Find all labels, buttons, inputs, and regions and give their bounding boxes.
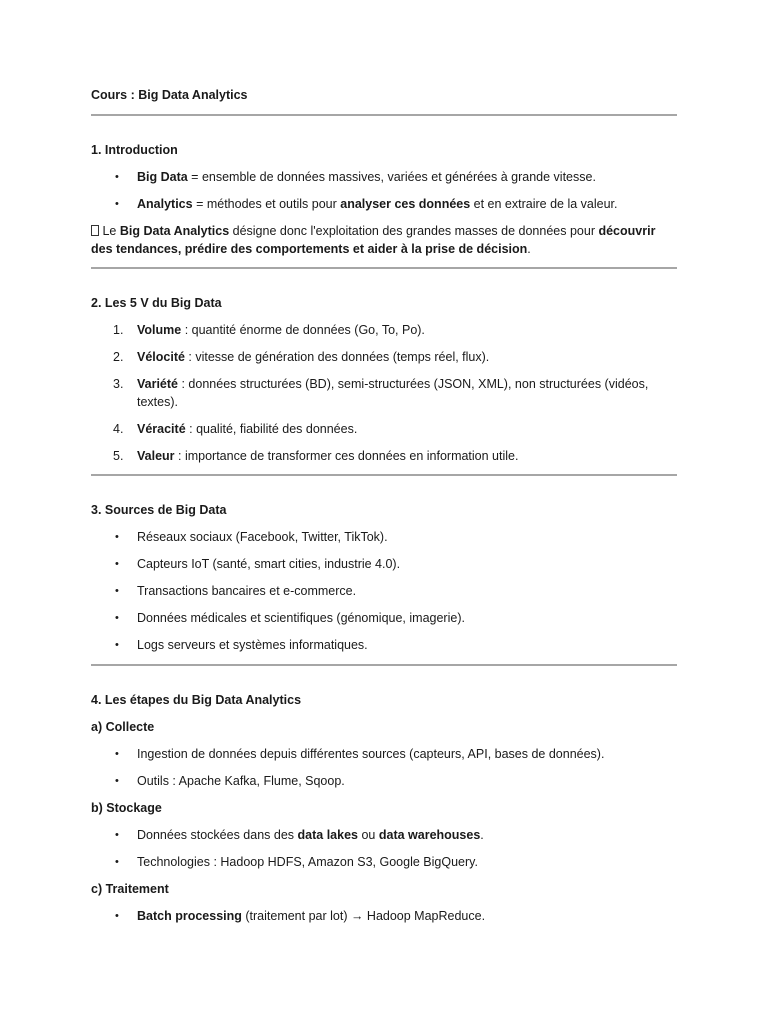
five-v-list	[91, 321, 677, 465]
section-heading-introduction: 1. Introduction	[91, 143, 178, 157]
list-item: • Réseaux sociaux (Facebook, Twitter, TikTok).	[115, 530, 388, 544]
list-item: • Données stockées dans des data lakes ou data warehouses.	[115, 828, 484, 842]
subsection-heading-stockage: b) Stockage	[91, 801, 162, 815]
bullet-icon: •	[115, 775, 119, 787]
introduction-list	[91, 168, 677, 213]
list-item: • Données médicales et scientifiques (génomique, imagerie).	[115, 611, 465, 625]
section-heading-five-v: 2. Les 5 V du Big Data	[91, 296, 222, 310]
list-item: 4. Véracité : qualité, fiabilité des données.	[113, 422, 358, 436]
list-item: • Technologies : Hadoop HDFS, Amazon S3, Google BigQuery.	[115, 855, 478, 869]
bullet-icon: •	[115, 829, 119, 841]
list-item: • Analytics = méthodes et outils pour analyser ces données et en extraire de la valeur.	[115, 197, 618, 211]
list-item: • Transactions bancaires et e-commerce.	[115, 584, 357, 598]
bullet-icon: •	[115, 531, 119, 543]
bullet-icon: •	[115, 910, 119, 922]
list-number: 5.	[113, 449, 124, 463]
document-body	[91, 86, 677, 925]
list-item: • Outils : Apache Kafka, Flume, Sqoop.	[115, 774, 345, 788]
list-item: 1. Volume : quantité énorme de données (Go, To, Po).	[113, 323, 425, 337]
bullet-icon: •	[115, 198, 119, 210]
list-item: • Logs serveurs et systèmes informatiques.	[115, 638, 368, 652]
bullet-icon: •	[115, 639, 119, 651]
list-item: • Ingestion de données depuis différentes sources (capteurs, API, bases de données).	[115, 747, 605, 761]
list-number: 2.	[113, 350, 124, 364]
list-item: 5. Valeur : importance de transformer ces données en information utile.	[113, 449, 519, 463]
list-item: • Batch processing (traitement par lot) → Hadoop MapReduce.	[115, 909, 486, 923]
section-heading-sources: 3. Sources de Big Data	[91, 503, 227, 517]
list-item: • Capteurs IoT (santé, smart cities, industrie 4.0).	[115, 557, 401, 571]
bullet-icon: •	[115, 585, 119, 597]
section-heading-steps: 4. Les étapes du Big Data Analytics	[91, 693, 302, 707]
list-number: 1.	[113, 323, 124, 337]
bullet-icon: •	[115, 856, 119, 868]
traitement-list	[91, 907, 677, 925]
bullet-icon: •	[115, 558, 119, 570]
introduction-conclusion: Le Big Data Analytics désigne donc l'exploitation des grandes masses de données pour découvrir des tendances, prédire des comportements et aider à la prise de décision.	[91, 224, 656, 256]
list-number: 4.	[113, 422, 124, 436]
bullet-icon: •	[115, 748, 119, 760]
list-item: 3. Variété : données structurées (BD), semi-structurées (JSON, XML), non structurées (vidéos, textes).	[113, 377, 649, 409]
bullet-icon: •	[115, 171, 119, 183]
list-item: • Big Data = ensemble de données massives, variées et générées à grande vitesse.	[115, 170, 596, 184]
list-item: 2. Vélocité : vitesse de génération des données (temps réel, flux).	[113, 350, 490, 364]
pointer-icon	[91, 225, 99, 236]
subsection-heading-traitement: c) Traitement	[91, 882, 169, 896]
document-title: Cours : Big Data Analytics	[91, 88, 248, 102]
sources-list	[91, 528, 677, 654]
bullet-icon: •	[115, 612, 119, 624]
list-number: 3.	[113, 377, 124, 391]
subsection-heading-collecte: a) Collecte	[91, 720, 155, 734]
stockage-list	[91, 826, 677, 871]
collecte-list	[91, 745, 677, 790]
